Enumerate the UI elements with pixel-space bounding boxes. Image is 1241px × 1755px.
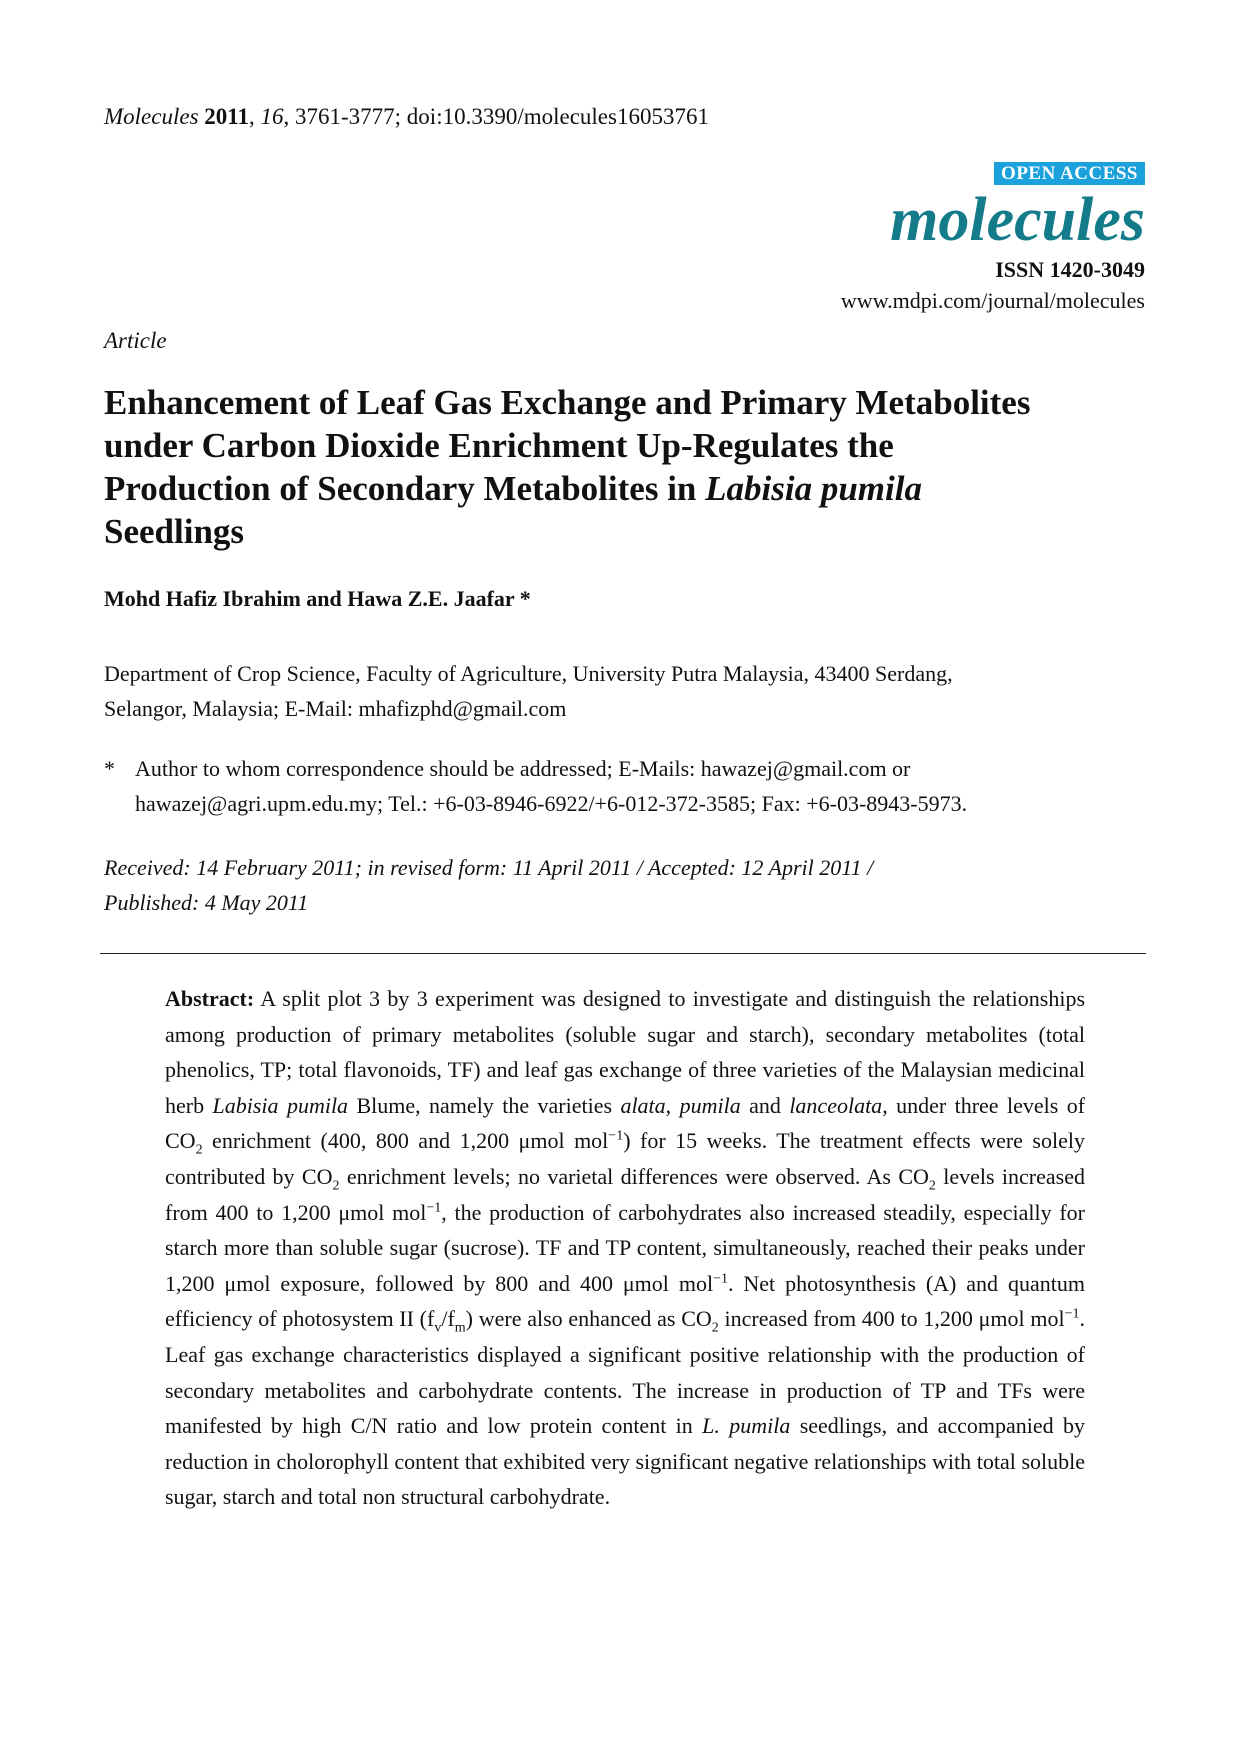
abstract-label: Abstract:: [165, 986, 255, 1011]
title-line-2: under Carbon Dioxide Enrichment Up-Regulates the: [104, 426, 894, 465]
abstract-text: A split plot 3 by 3 experiment was designed to investigate and distinguish the relationships among production of primary metabolites (soluble sugar and starch), secondary metabolites (total phenolics, TP; total flavonoids, TF) and leaf gas exchange of three varieties of the Malaysian medicinal herb: [165, 986, 1085, 1118]
affiliation-line-1: Department of Crop Science, Faculty of Agriculture, University Putra Malaysia, 43400 Serdang,: [104, 661, 953, 686]
abstract-text: . Leaf gas exchange characteristics displayed a significant positive relationship with the production of secondary metabolites and carbohydrate contents. The increase in production of TP and TFs were manifested by high C/N ratio and low protein content in: [165, 1306, 1085, 1439]
journal-url[interactable]: www.mdpi.com/journal/molecules: [840, 288, 1145, 313]
dates-line-1: Received: 14 February 2011; in revised form: 11 April 2011 / Accepted: 12 April 2011 /: [104, 855, 874, 880]
abstract: [165, 981, 1085, 1515]
superscript: −1: [713, 1271, 728, 1287]
citation-pages-doi: , 3761-3777; doi:10.3390/molecules16053761: [283, 104, 709, 129]
abstract-text: and: [740, 1092, 790, 1118]
subscript: 2: [332, 1178, 340, 1194]
correspondence: [104, 751, 1144, 821]
title-line-1: Enhancement of Leaf Gas Exchange and Primary Metabolites: [104, 383, 1031, 422]
horizontal-rule: [100, 953, 1146, 954]
dates-line-2: Published: 4 May 2011: [104, 890, 309, 915]
abstract-species: L. pumila: [702, 1413, 791, 1439]
title-line-3: Production of Secondary Metabolites in: [104, 469, 706, 508]
citation-line: Molecules 2011, 16, 3761-3777; doi:10.3390/molecules16053761: [104, 104, 709, 129]
authors: Mohd Hafiz Ibrahim and Hawa Z.E. Jaafar *: [104, 586, 531, 611]
abstract-text: enrichment levels; no varietal differences were observed. As CO: [339, 1163, 929, 1189]
issn: ISSN 1420-3049: [995, 257, 1145, 282]
title-species: Labisia pumila: [705, 469, 922, 508]
superscript: −1: [1064, 1307, 1080, 1323]
citation-year: 2011: [204, 104, 249, 129]
correspondence-line-2: hawazej@agri.upm.edu.my; Tel.: +6-03-8946-6922/+6-012-372-3585; Fax: +6-03-8943-5973.: [135, 791, 968, 816]
subscript: 2: [195, 1142, 203, 1158]
abstract-text: , under three levels of CO: [165, 1092, 1086, 1154]
title-line-4: Seedlings: [104, 512, 245, 551]
abstract-text: ,: [665, 1092, 680, 1118]
subscript: m: [454, 1320, 466, 1336]
citation-volume: 16: [260, 104, 284, 129]
abstract-text: /f: [441, 1306, 455, 1332]
subscript: 2: [711, 1320, 719, 1336]
subscript: 2: [928, 1178, 936, 1194]
paper-title: [104, 381, 1154, 553]
abstract-species: Labisia pumila: [212, 1092, 349, 1118]
affiliation-line-2: Selangor, Malaysia; E-Mail: mhafizphd@gmail.com: [104, 696, 567, 721]
journal-logo: molecules: [890, 186, 1145, 254]
superscript: −1: [426, 1200, 442, 1216]
abstract-text: . Net photosynthesis (A) and quantum efficiency of photosystem II (f: [165, 1270, 1085, 1332]
publication-dates: [104, 850, 1144, 920]
correspondence-marker: *: [104, 756, 115, 781]
abstract-text: Blume, namely the varieties: [348, 1092, 621, 1118]
abstract-text: , the production of carbohydrates also increased steadily, especially for starch more than soluble sugar (sucrose). TF and TP content, simultaneously, reached their peaks under 1,200 μmol exposure, followed by 800 and 400 μmol mol: [165, 1199, 1085, 1296]
journal-brand: [645, 162, 1145, 314]
abstract-variety: alata: [620, 1092, 666, 1118]
superscript: −1: [608, 1129, 624, 1145]
citation-journal: Molecules: [104, 104, 199, 129]
abstract-text: increased from 400 to 1,200 μmol mol: [718, 1306, 1065, 1332]
article-type: Article: [104, 328, 167, 353]
abstract-text: ) were also enhanced as CO: [465, 1306, 712, 1332]
subscript: v: [434, 1320, 442, 1336]
abstract-text: seedlings, and accompanied by reduction in cholorophyll content that exhibited very significant negative relationships with total soluble sugar, starch and total non structural carbohydrate.: [165, 1413, 1085, 1510]
abstract-text: enrichment (400, 800 and 1,200 μmol mol: [202, 1128, 609, 1154]
open-access-badge: OPEN ACCESS: [994, 162, 1145, 185]
correspondence-line-1: Author to whom correspondence should be addressed; E-Mails: hawazej@gmail.com or: [135, 756, 911, 781]
abstract-text: levels increased from 400 to 1,200 μmol mol: [165, 1163, 1085, 1225]
abstract-variety: pumila: [679, 1092, 741, 1118]
abstract-variety: lanceolata: [789, 1092, 883, 1118]
affiliation: [104, 656, 1144, 726]
abstract-text: ) for 15 weeks. The treatment effects were solely contributed by CO: [165, 1128, 1085, 1189]
